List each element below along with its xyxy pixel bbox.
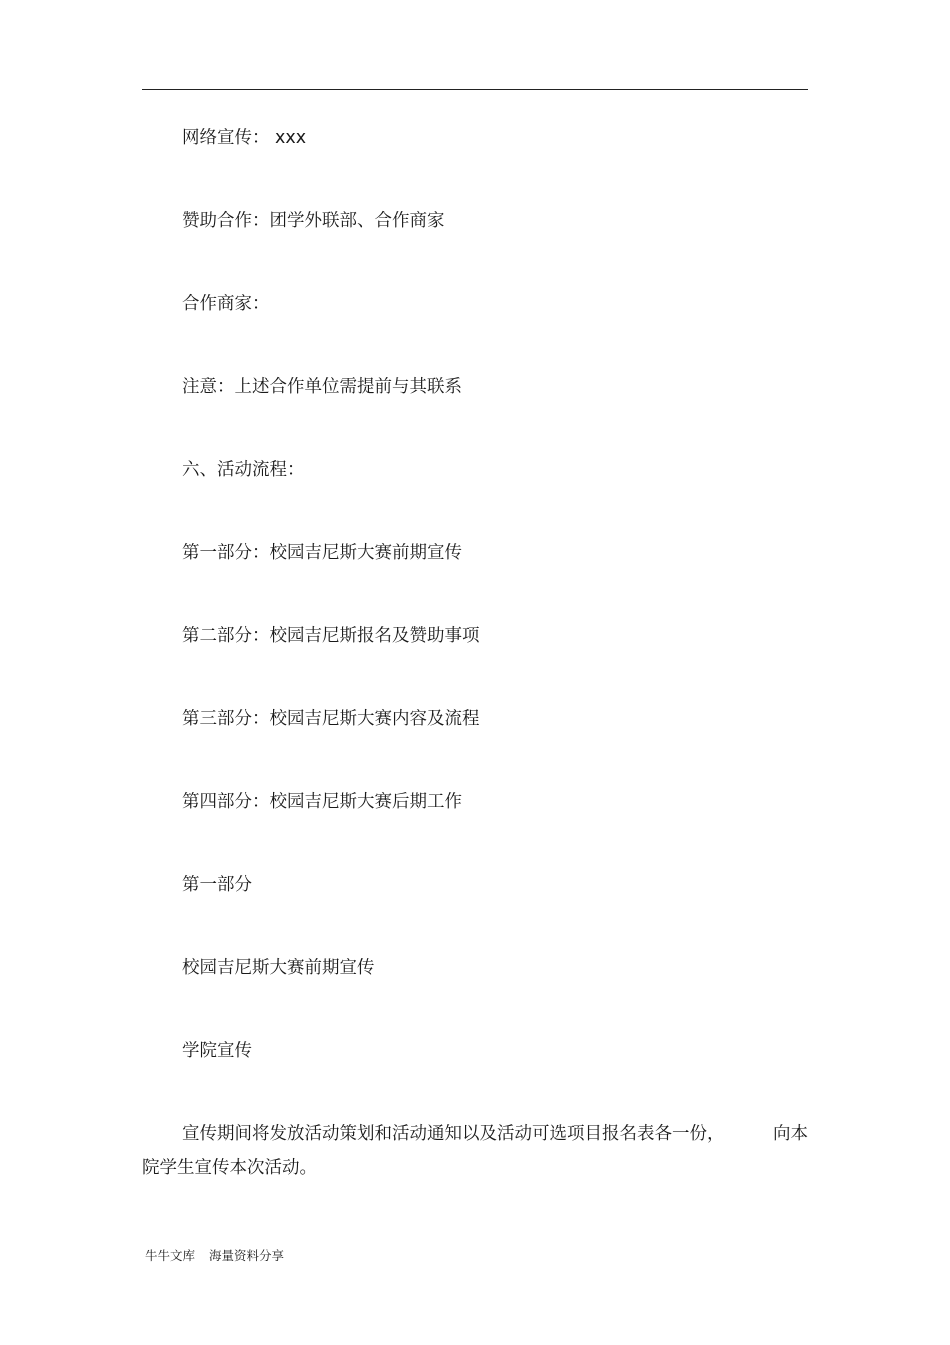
body-paragraph [142,1122,808,1180]
footer-site-name: 牛牛文库 [145,1248,196,1263]
footer-slogan: 海量资料分享 [209,1248,285,1263]
subheading-pre-promotion: 校园吉尼斯大赛前期宣传 [182,958,375,978]
section-heading-process: 六、活动流程： [182,460,305,480]
text-line-network-promo: 网络宣传： xxx [182,128,307,148]
text-line-part-four: 第四部分：校园吉尼斯大赛后期工作 [182,792,462,812]
text-line-part-three: 第三部分：校园吉尼斯大赛内容及流程 [182,709,480,729]
header-rule [142,89,808,90]
paragraph-text-right: 向本 [773,1124,808,1144]
paragraph-row-1 [142,1122,808,1146]
text-line-partners: 合作商家： [182,294,270,314]
text-line-sponsorship: 赞助合作：团学外联部、合作商家 [182,211,445,231]
subheading-part-one: 第一部分 [182,875,252,895]
text-line-part-one: 第一部分：校园吉尼斯大赛前期宣传 [182,543,462,563]
text-line-note: 注意：上述合作单位需提前与其联系 [182,377,462,397]
paragraph-row-2: 院学生宣传本次活动。 [142,1158,317,1178]
subheading-college-promotion: 学院宣传 [182,1041,252,1061]
text-line-part-two: 第二部分：校园吉尼斯报名及赞助事项 [182,626,480,646]
paragraph-text-left: 宣传期间将发放活动策划和活动通知以及活动可选项目报名表各一份， [182,1124,725,1144]
page-footer [145,1247,284,1265]
